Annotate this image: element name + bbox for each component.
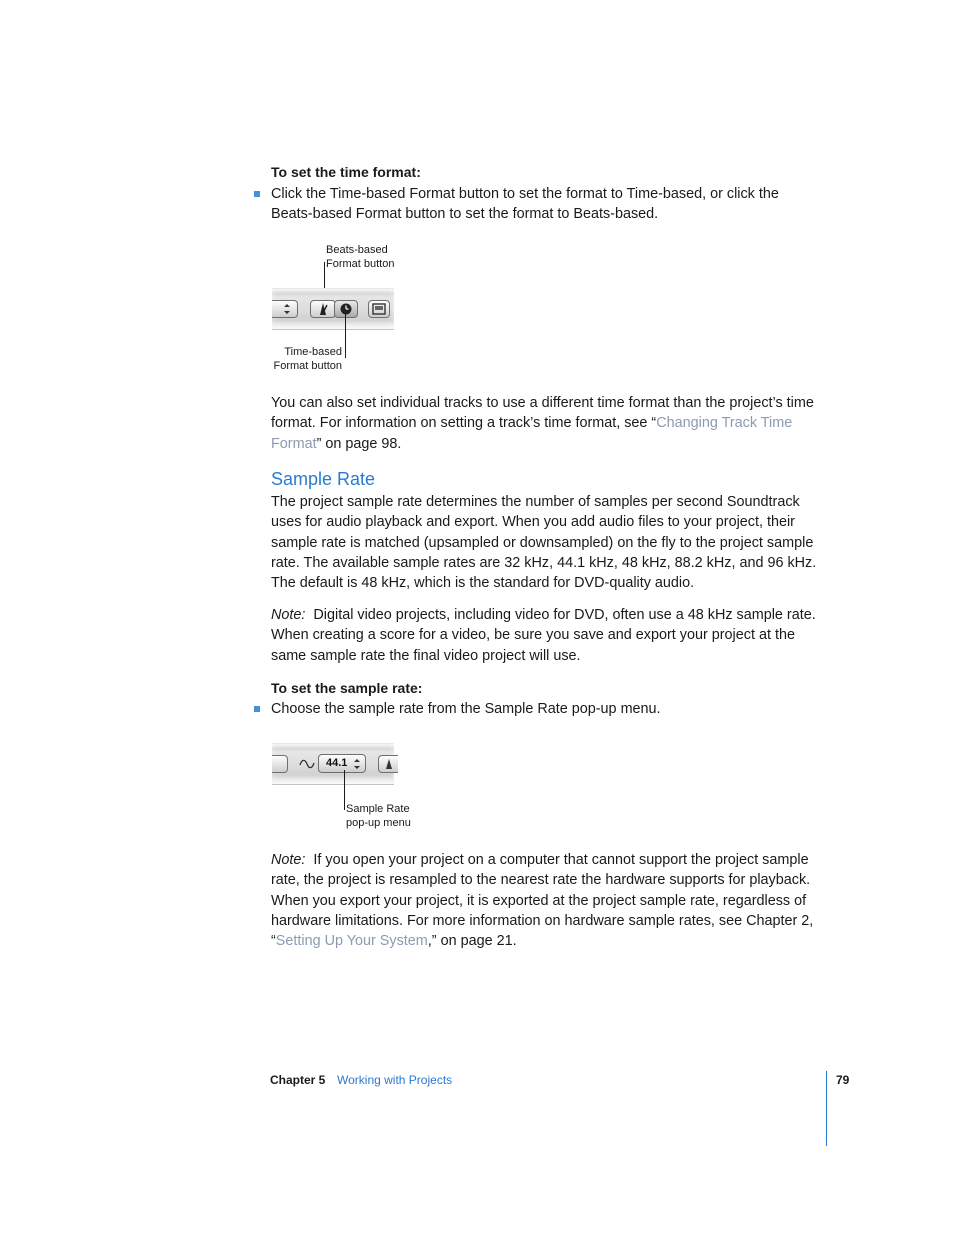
time-format-heading: To set the time format: (271, 164, 421, 180)
stepper-arrows-icon (353, 758, 361, 770)
metronome-icon (384, 758, 394, 770)
section-title-sample-rate: Sample Rate (271, 469, 376, 489)
callout-leader-line (345, 312, 346, 358)
page-number: 79 (836, 1073, 850, 1087)
bullet-square-icon (254, 706, 260, 712)
bullet-square-icon (254, 191, 260, 197)
sample-rate-paragraph: The project sample rate determines the number of samples per second Soundtrack uses for audio playback and export. When you add audio files to your project, their sample rate is matched (upsampled or downsampled) on the fly to the project sample rate. The available sample rates are 32 kHz, 44.1 kHz, 48 kHz, 88.2 kHz, and 96 kHz. The default is 48 kHz, which is the standard for DVD-quality audio. (271, 494, 817, 592)
callout-leader-line (344, 770, 345, 810)
partial-control (272, 300, 298, 318)
link-setting-up-your-system[interactable]: Setting Up Your System (275, 933, 428, 950)
sample-rate-value: 44.1 (326, 757, 348, 769)
footer-chapter-label: Chapter 5 (270, 1073, 326, 1087)
partial-control (378, 755, 398, 773)
track-time-format-paragraph: You can also set individual tracks to use a different time format than the project’s time format. For information on setting a track’s time format, see “Changing Track Time Format” on page 98. (271, 395, 814, 452)
sample-rate-popup-menu[interactable] (318, 754, 366, 773)
view-button[interactable] (368, 300, 390, 318)
stepper-arrows-icon (282, 303, 292, 315)
clock-icon (339, 302, 353, 316)
sample-rate-toolbar (272, 743, 394, 785)
footer-divider (826, 1071, 827, 1146)
sample-rate-step: Choose the sample rate from the Sample Rate pop-up menu. (271, 701, 661, 717)
partial-control (272, 755, 288, 773)
sample-rate-heading: To set the sample rate: (271, 680, 423, 696)
note-resampling: Note: If you open your project on a computer that cannot support the project sample rate, the project is resampled to the nearest rate the hardware supports for playback. When you export your project, it is exported at the project sample rate, regardless of hardware limitations. For more information on hardware sample rates, see Chapter 2, “Setting Up Your System,” on page 21. (271, 852, 814, 950)
waveform-icon (299, 759, 315, 769)
note-digital-video: Note: Digital video projects, including video for DVD, often use a 48 kHz sample rate. When creating a score for a video, be sure you save and export your project at the same sample rate the final video project will use. (271, 607, 816, 664)
footer-chapter-title[interactable]: Working with Projects (337, 1073, 453, 1087)
link-changing-track-time-format[interactable]: Changing Track Time Format (271, 415, 793, 452)
format-toolbar (272, 288, 394, 330)
metronome-icon (316, 302, 330, 316)
callout-beats-based: Beats-based Format button (326, 244, 395, 270)
time-format-step: Click the Time-based Format button to set the format to Time-based, or click the Beats-based Format button to set the format to Beats-based. (271, 186, 779, 223)
callout-sample-rate-popup: Sample Rate pop-up menu (346, 803, 411, 829)
beats-based-format-button[interactable] (310, 300, 336, 318)
time-based-format-button[interactable] (334, 300, 358, 318)
window-icon (372, 303, 386, 315)
callout-time-based: Time-based Format button (273, 346, 342, 372)
